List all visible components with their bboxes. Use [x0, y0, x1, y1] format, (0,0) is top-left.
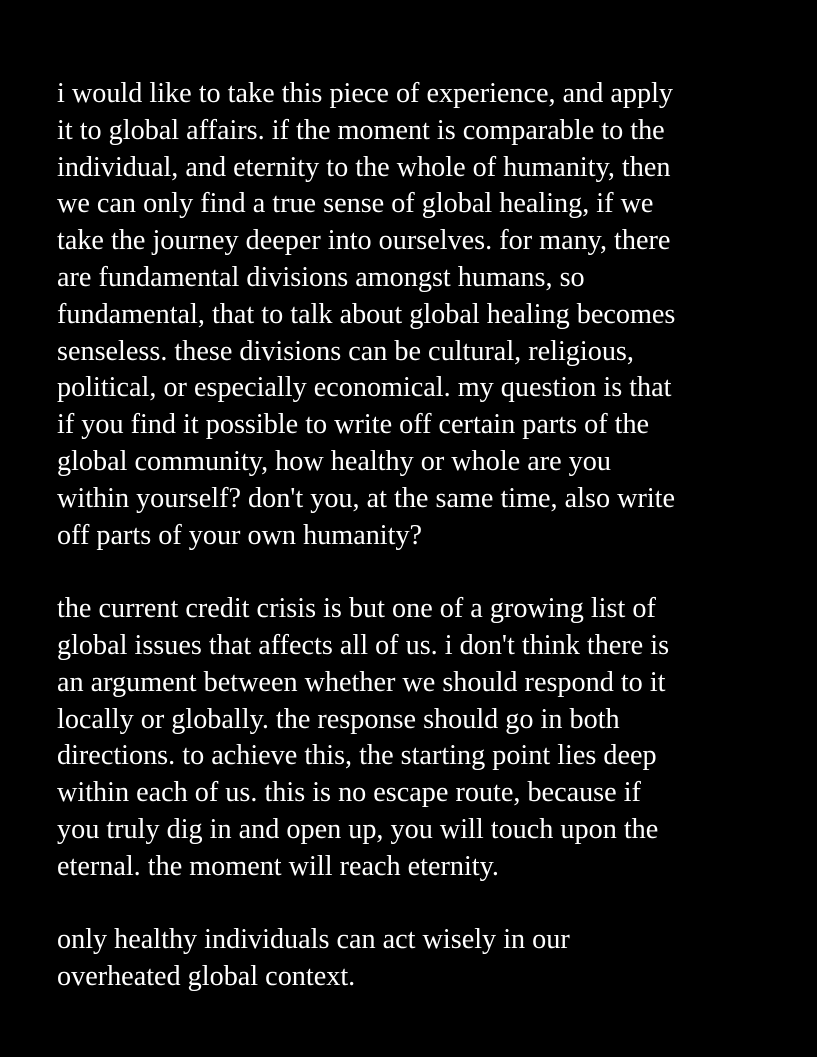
text-line: eternal. the moment will reach eternity.	[57, 850, 499, 882]
text-line: individual, and eternity to the whole of humanity, then	[57, 151, 671, 183]
text-line: if you find it possible to write off certain parts of the	[57, 409, 650, 441]
text-line: i would like to take this piece of experience, and apply	[57, 78, 673, 109]
text-line: overheated global context.	[57, 961, 356, 993]
text-line: political, or especially economical. my question is that	[57, 372, 672, 404]
text-line: fundamental, that to talk about global healing becomes	[57, 298, 676, 330]
text-line: within each of us. this is no escape route, because if	[57, 777, 641, 809]
essay-text	[57, 76, 787, 996]
paragraph-spacer	[57, 554, 787, 591]
text-line: are fundamental divisions amongst humans, so	[57, 261, 585, 293]
text-line: it to global affairs. if the moment is comparable to the	[57, 114, 665, 146]
text-line: senseless. these divisions can be cultural, religious,	[57, 335, 634, 367]
paragraph-spacer	[57, 886, 787, 923]
text-line: we can only find a true sense of global healing, if we	[57, 188, 654, 220]
text-line: only healthy individuals can act wisely in our	[57, 924, 570, 956]
text-line: off parts of your own humanity?	[57, 519, 423, 551]
text-line: an argument between whether we should respond to it	[57, 666, 666, 698]
text-line: global issues that affects all of us. i don't think there is	[57, 629, 670, 661]
text-line: directions. to achieve this, the starting point lies deep	[57, 740, 657, 772]
paragraph-1	[57, 76, 787, 554]
paragraph-3	[57, 922, 787, 996]
paragraph-2	[57, 591, 787, 885]
text-line: within yourself? don't you, at the same time, also write	[57, 482, 676, 514]
text-line: the current credit crisis is but one of a growing list of	[57, 593, 656, 625]
text-line: global community, how healthy or whole are you	[57, 445, 611, 477]
text-line: you truly dig in and open up, you will touch upon the	[57, 813, 659, 845]
text-line: take the journey deeper into ourselves. for many, there	[57, 225, 671, 257]
text-line: locally or globally. the response should go in both	[57, 703, 620, 735]
